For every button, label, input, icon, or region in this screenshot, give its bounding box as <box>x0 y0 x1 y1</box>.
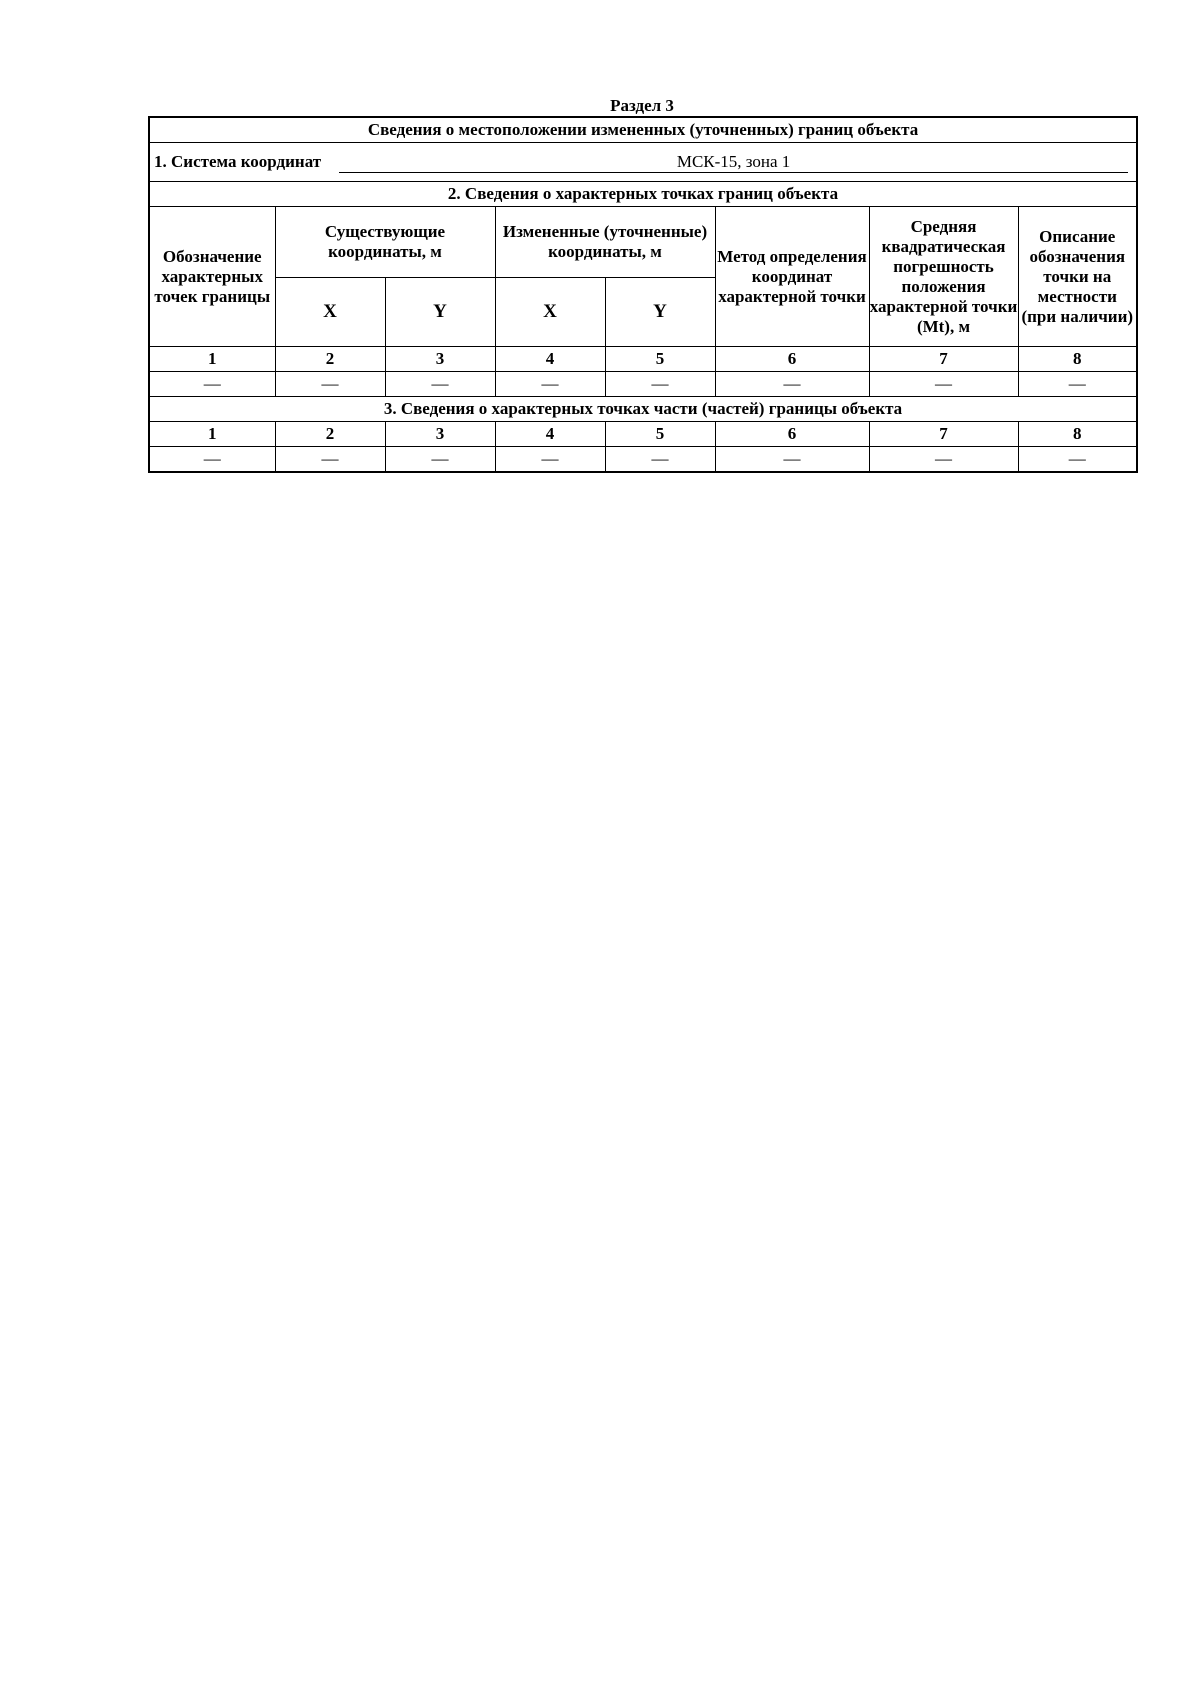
col-number: 2 <box>275 347 385 372</box>
col-number: 3 <box>385 347 495 372</box>
empty-value-cell: — <box>869 372 1018 397</box>
empty-value-cell: — <box>149 447 275 473</box>
col-number: 4 <box>495 422 605 447</box>
col-number: 7 <box>869 347 1018 372</box>
col-number: 7 <box>869 422 1018 447</box>
header-existing-coords: Существующие координаты, м <box>275 207 495 278</box>
empty-value-cell: — <box>869 447 1018 473</box>
part2-title: 2. Сведения о характерных точках границ объекта <box>149 182 1137 207</box>
header-mean-error: Средняя квадратическая погрешность положения характерной точки (Mt), м <box>869 207 1018 347</box>
col-number: 8 <box>1018 422 1137 447</box>
col-number: 8 <box>1018 347 1137 372</box>
col-number: 5 <box>605 422 715 447</box>
empty-value-cell: — <box>1018 372 1137 397</box>
col-number: 6 <box>715 422 869 447</box>
header-description: Описание обозначения точки на местности (при наличии) <box>1018 207 1137 347</box>
empty-value-cell: — <box>385 447 495 473</box>
empty-value-cell: — <box>495 447 605 473</box>
empty-value-cell: — <box>149 372 275 397</box>
empty-value-cell: — <box>385 372 495 397</box>
col-number: 6 <box>715 347 869 372</box>
header-changed-y: Y <box>605 278 715 347</box>
coord-system-row <box>149 143 1137 182</box>
header-changed-x: X <box>495 278 605 347</box>
part3-title: 3. Сведения о характерных точках части (частей) границы объекта <box>149 397 1137 422</box>
empty-value-cell: — <box>605 372 715 397</box>
table-title: Сведения о местоположении измененных (уточненных) границ объекта <box>149 117 1137 143</box>
empty-value-cell: — <box>275 372 385 397</box>
col-number: 3 <box>385 422 495 447</box>
header-method: Метод определения координат характерной точки <box>715 207 869 347</box>
col-number: 2 <box>275 422 385 447</box>
col-number: 5 <box>605 347 715 372</box>
empty-value-cell: — <box>495 372 605 397</box>
col-number: 1 <box>149 347 275 372</box>
header-existing-y: Y <box>385 278 495 347</box>
boundary-table <box>148 116 1138 473</box>
header-existing-x: X <box>275 278 385 347</box>
header-changed-coords: Измененные (уточненные) координаты, м <box>495 207 715 278</box>
empty-value-cell: — <box>275 447 385 473</box>
header-point-designation: Обозначение характерных точек границы <box>149 207 275 347</box>
empty-value-cell: — <box>715 447 869 473</box>
coord-system-value: МСК-15, зона 1 <box>339 152 1128 173</box>
empty-value-cell: — <box>605 447 715 473</box>
section-title: Раздел 3 <box>610 96 674 115</box>
col-number: 1 <box>149 422 275 447</box>
empty-value-cell: — <box>1018 447 1137 473</box>
coord-system-label: 1. Система координат <box>154 152 322 171</box>
empty-value-cell: — <box>715 372 869 397</box>
col-number: 4 <box>495 347 605 372</box>
